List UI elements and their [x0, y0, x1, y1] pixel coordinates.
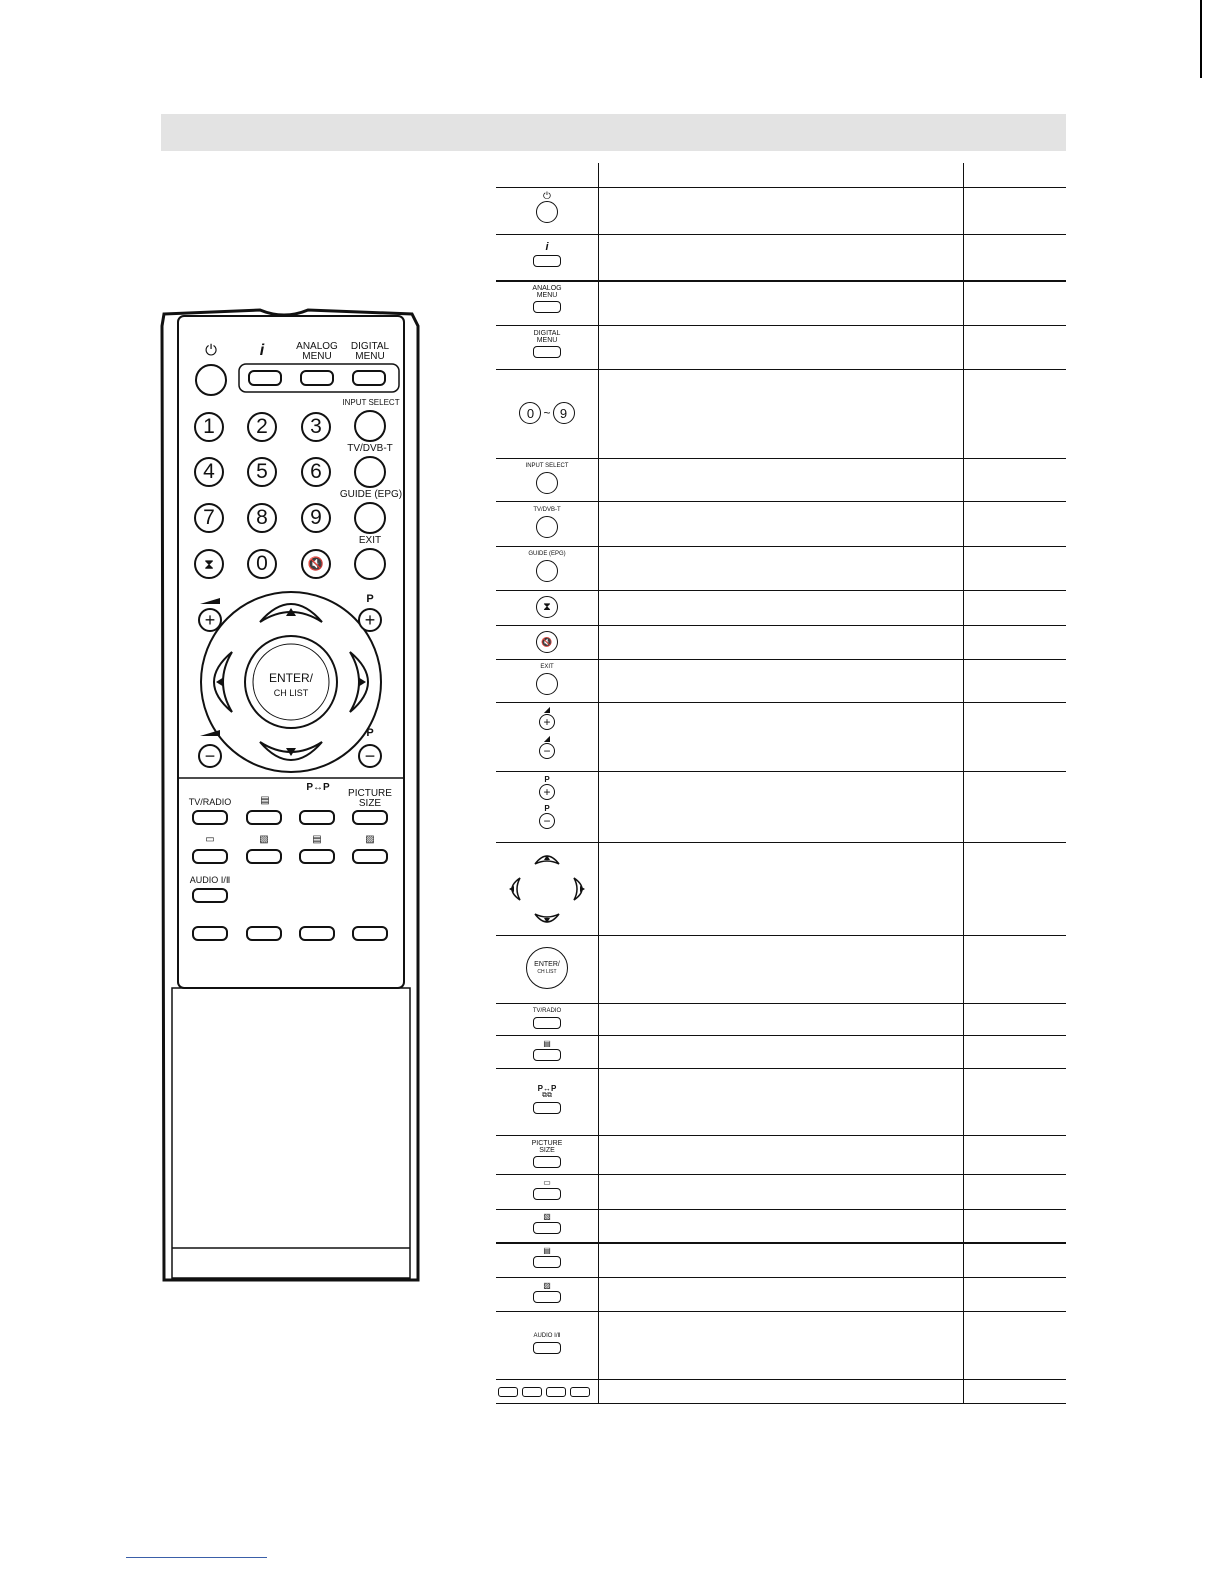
tv-dvbt-label: TV/DVB-T	[533, 507, 561, 513]
teletext-icon: ▤	[543, 1039, 551, 1048]
table-row-rule	[496, 1209, 1066, 1210]
guide-label: GUIDE (EPG)	[339, 489, 403, 500]
enter-label: ENTER/	[268, 671, 313, 685]
table-row-rule	[496, 325, 1066, 326]
table-mute-icon	[535, 631, 559, 653]
table-row-rule	[496, 501, 1066, 502]
input-select-label: INPUT SELECT	[525, 463, 569, 469]
teletext-mix-icon: ▧	[259, 834, 269, 845]
subtitle-icon: ▭	[205, 834, 215, 845]
tv-dvbt-label: TV/DVB-T	[347, 443, 393, 454]
program-up-label: P	[544, 775, 550, 784]
table-info-icon	[530, 242, 564, 267]
table-row-rule	[496, 771, 1066, 772]
input-select-label: INPUT SELECT	[342, 398, 400, 407]
table-enter-icon	[525, 947, 569, 989]
volume-up-icon: ◢	[543, 705, 551, 714]
digit-6-button[interactable]: 6	[301, 457, 331, 487]
program-down-label: P	[544, 804, 550, 813]
teletext-hold-icon: ▤	[312, 834, 322, 845]
digit-7-button[interactable]: 7	[194, 503, 224, 533]
enter-label: ENTER/	[534, 961, 560, 968]
color-button-2[interactable]	[246, 926, 282, 941]
audio-label: AUDIO Ⅰ/Ⅱ	[189, 875, 231, 885]
digit-5-button[interactable]: 5	[247, 457, 277, 487]
table-sleep-icon	[535, 596, 559, 618]
remote-control-illustration	[160, 306, 420, 1286]
chlist-label: CH LIST	[273, 688, 309, 698]
table-teletext-reveal-icon	[517, 1282, 577, 1303]
info-label: i	[259, 342, 265, 359]
power-icon: ⏻	[543, 191, 551, 202]
table-row-rule	[496, 659, 1066, 660]
table-row-rule	[496, 1379, 1066, 1380]
teletext-reveal-icon: ▨	[365, 834, 375, 845]
table-teletext-icon	[517, 1040, 577, 1061]
digit-9-symbol: 9	[553, 402, 575, 424]
table-teletext-mix-icon	[517, 1213, 577, 1234]
info-label: i	[545, 241, 549, 253]
exit-label: EXIT	[540, 664, 554, 670]
mute-button[interactable]	[301, 549, 331, 579]
pp-button[interactable]	[299, 810, 335, 825]
footer-link-underline	[126, 1557, 267, 1558]
table-picture-size-icon	[517, 1140, 577, 1168]
pp-label: P↔P	[306, 782, 330, 793]
digital-menu-label: DIGITAL MENU	[533, 330, 561, 344]
digit-9-button[interactable]: 9	[301, 503, 331, 533]
digital-menu-button[interactable]	[352, 370, 386, 386]
picture-size-label: PICTURE SIZE	[348, 788, 392, 809]
table-exit-icon	[517, 664, 577, 695]
program-down-label: P	[366, 727, 374, 739]
table-row-rule	[496, 1403, 1066, 1404]
table-pp-icon	[517, 1085, 577, 1114]
teletext-reveal-icon: ▨	[543, 1281, 551, 1290]
digit-3-button[interactable]: 3	[301, 412, 331, 442]
hourglass-icon: ⧗	[536, 596, 558, 618]
table-row-rule	[496, 702, 1066, 703]
table-row-rule	[496, 842, 1066, 843]
teletext-icon: ▤	[260, 795, 270, 806]
teletext-mix-icon: ▧	[543, 1212, 551, 1221]
table-guide-icon	[517, 551, 577, 582]
color-button-1[interactable]	[192, 926, 228, 941]
digit-2-button[interactable]: 2	[247, 412, 277, 442]
audio-button[interactable]	[192, 888, 228, 903]
analog-menu-label: ANALOG MENU	[296, 341, 338, 362]
subtitle-icon: ▭	[543, 1178, 551, 1187]
table-row-rule	[496, 369, 1066, 370]
table-row-rule	[496, 935, 1066, 936]
table-column-divider-1	[598, 163, 599, 1404]
table-row-rule	[496, 546, 1066, 547]
table-row-rule	[496, 1277, 1066, 1278]
teletext-hold-button[interactable]	[299, 849, 335, 864]
table-digital-menu-icon	[524, 330, 570, 358]
teletext-reveal-button[interactable]	[352, 849, 388, 864]
teletext-button[interactable]	[246, 810, 282, 825]
table-program-icon: P + P −	[535, 776, 559, 829]
pip-icons: ⧉⧉	[542, 1092, 552, 1099]
table-row-rule	[496, 458, 1066, 459]
table-row-rule	[496, 590, 1066, 591]
table-row-rule	[496, 1135, 1066, 1136]
table-arrows-icon	[500, 846, 594, 932]
chlist-label: CH LIST	[537, 969, 557, 975]
digital-menu-label: DIGITAL MENU	[350, 341, 390, 362]
hourglass-icon: ⧗	[204, 555, 214, 572]
teletext-mix-button[interactable]	[246, 849, 282, 864]
table-header-rule	[496, 187, 1066, 188]
info-button[interactable]	[248, 370, 282, 386]
table-row-rule	[496, 280, 1066, 282]
exit-label: EXIT	[358, 535, 382, 546]
table-row-rule	[496, 1311, 1066, 1312]
digit-8-button[interactable]: 8	[247, 503, 277, 533]
volume-down-icon: ◢	[543, 734, 551, 743]
picture-size-label: PICTURE SIZE	[531, 1140, 563, 1154]
picture-size-button[interactable]	[352, 810, 388, 825]
color-button-3[interactable]	[299, 926, 335, 941]
table-row-rule	[496, 1003, 1066, 1004]
page-edge-rule	[1200, 0, 1202, 78]
digit-4-button[interactable]: 4	[194, 457, 224, 487]
guide-label: GUIDE (EPG)	[528, 551, 566, 557]
tv-dvbt-button[interactable]	[354, 456, 386, 488]
table-row-rule	[496, 1174, 1066, 1175]
pp-label: P↔P	[537, 1084, 557, 1093]
analog-menu-button[interactable]	[300, 370, 334, 386]
table-column-divider-2	[963, 163, 964, 1404]
mute-icon: 🔇	[536, 631, 558, 653]
subtitle-button[interactable]	[192, 849, 228, 864]
audio-label: AUDIO Ⅰ/Ⅱ	[533, 1333, 561, 1339]
power-button[interactable]	[195, 364, 227, 396]
digit-1-button[interactable]: 1	[194, 412, 224, 442]
table-teletext-hold-icon	[517, 1247, 577, 1268]
analog-menu-label: ANALOG MENU	[532, 285, 562, 299]
table-power-icon	[530, 193, 564, 223]
table-tv-dvbt-icon	[517, 507, 577, 538]
input-select-button[interactable]	[354, 410, 386, 442]
digit-0-symbol: 0	[519, 402, 541, 424]
table-tv-radio-icon	[517, 1008, 577, 1029]
sleep-button[interactable]	[194, 549, 224, 579]
mute-icon: 🔇	[307, 556, 325, 571]
table-row-rule	[496, 1068, 1066, 1069]
tv-radio-button[interactable]	[192, 810, 228, 825]
table-volume-icon: ◢ + ◢ −	[535, 706, 559, 759]
tv-radio-label: TV/RADIO	[532, 1008, 562, 1014]
program-down-button[interactable]: −	[358, 744, 382, 768]
table-row-rule	[496, 625, 1066, 626]
exit-button[interactable]	[354, 548, 386, 580]
volume-down-button[interactable]: −	[198, 744, 222, 768]
table-analog-menu-icon	[524, 285, 570, 313]
section-header-bar	[161, 114, 1066, 151]
table-row-rule	[496, 234, 1066, 235]
program-up-button[interactable]: +	[358, 608, 382, 632]
tv-radio-label: TV/RADIO	[188, 797, 232, 807]
table-audio-icon	[517, 1333, 577, 1354]
table-subtitle-icon	[517, 1179, 577, 1200]
power-icon: ⏻	[205, 342, 217, 359]
range-tilde: ~	[543, 406, 551, 420]
teletext-hold-icon: ▤	[543, 1246, 551, 1255]
volume-up-button[interactable]: +	[198, 608, 222, 632]
table-input-select-icon	[517, 463, 577, 494]
guide-button[interactable]	[354, 502, 386, 534]
digit-0-button[interactable]: 0	[247, 549, 277, 579]
color-button-4[interactable]	[352, 926, 388, 941]
table-row-rule	[496, 1035, 1066, 1036]
program-up-label: P	[366, 593, 374, 605]
table-digits-icon	[512, 402, 582, 424]
table-row-rule	[496, 1242, 1066, 1244]
table-color-buttons-icon	[498, 1387, 596, 1397]
